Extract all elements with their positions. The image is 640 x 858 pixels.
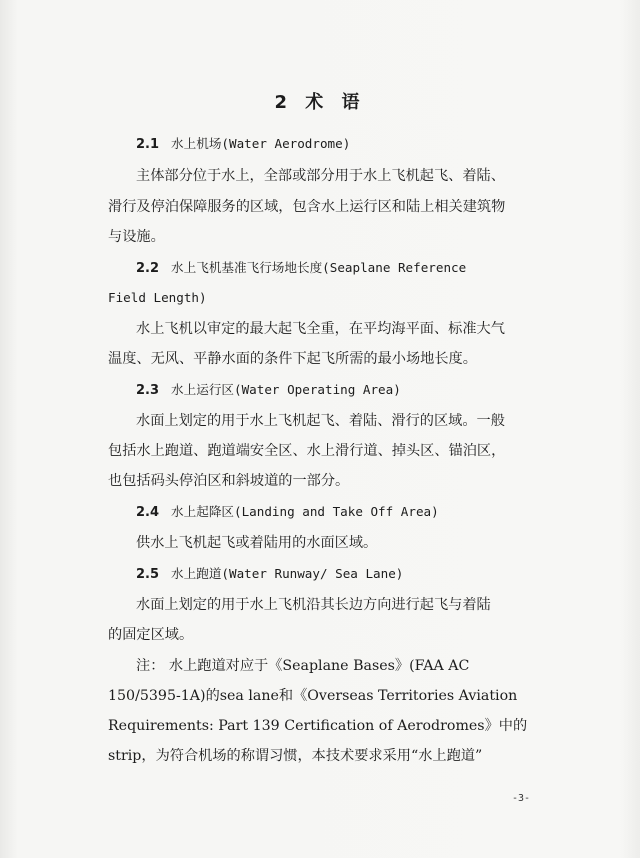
chapter-title: 2 术 语 — [274, 92, 366, 113]
section-number: 2.5 — [136, 567, 160, 582]
section-title: 水上运行区(Water Operating Area) — [171, 382, 401, 397]
paragraph-line: 水上飞机以审定的最大起飞全重，在平均海平面、标准大气 — [136, 321, 505, 337]
paragraph-line: 水面上划定的用于水上飞机沿其长边方向进行起飞与着陆 — [136, 597, 491, 613]
section-title: 水上飞机基准飞行场地长度(Seaplane Reference — [171, 260, 467, 275]
section-heading-2-3 — [136, 380, 401, 401]
section-heading-2-2 — [136, 258, 466, 279]
section-title: 水上起降区(Landing and Take Off Area) — [171, 504, 439, 519]
section-heading-2-5 — [136, 564, 403, 585]
section-heading-2-4 — [136, 502, 439, 523]
paragraph-line: 水面上划定的用于水上飞机起飞、着陆、滑行的区域。一般 — [136, 413, 505, 429]
section-number: 2.1 — [136, 137, 160, 152]
note-line: 注： 水上跑道对应于《Seaplane Bases》(FAA AC — [136, 658, 470, 674]
note-line: Requirements: Part 139 Certification of Aerodromes》中的 — [108, 718, 528, 734]
paragraph-line: 温度、无风、平静水面的条件下起飞所需的最小场地长度。 — [108, 351, 477, 367]
paragraph-line: 与设施。 — [108, 229, 165, 245]
section-number: 2.4 — [136, 505, 160, 520]
section-heading-2-1 — [136, 134, 350, 155]
paragraph-line: 的固定区域。 — [108, 627, 194, 643]
section-number: 2.2 — [136, 261, 160, 276]
section-title: 水上跑道(Water Runway/ Sea Lane) — [171, 566, 404, 581]
note-line: strip，为符合机场的称谓习惯，本技术要求采用“水上跑道” — [108, 748, 483, 764]
paragraph-line: 供水上飞机起飞或着陆用的水面区域。 — [136, 535, 378, 551]
section-title: 水上机场(Water Aerodrome) — [171, 136, 351, 151]
paragraph-line: 滑行及停泊保障服务的区域，包含水上运行区和陆上相关建筑物 — [108, 199, 506, 215]
note-line: 150/5395-1A)的sea lane和《Overseas Territories Aviation — [108, 688, 518, 704]
section-number: 2.3 — [136, 383, 160, 398]
paragraph-line: 包括水上跑道、跑道端安全区、水上滑行道、掉头区、锚泊区， — [108, 443, 506, 459]
section-title-continued: Field Length) — [108, 290, 207, 305]
paragraph-line: 主体部分位于水上，全部或部分用于水上飞机起飞、着陆、 — [136, 168, 505, 184]
paragraph-line: 也包括码头停泊区和斜坡道的一部分。 — [108, 473, 350, 489]
page-number: -3- — [512, 793, 531, 804]
